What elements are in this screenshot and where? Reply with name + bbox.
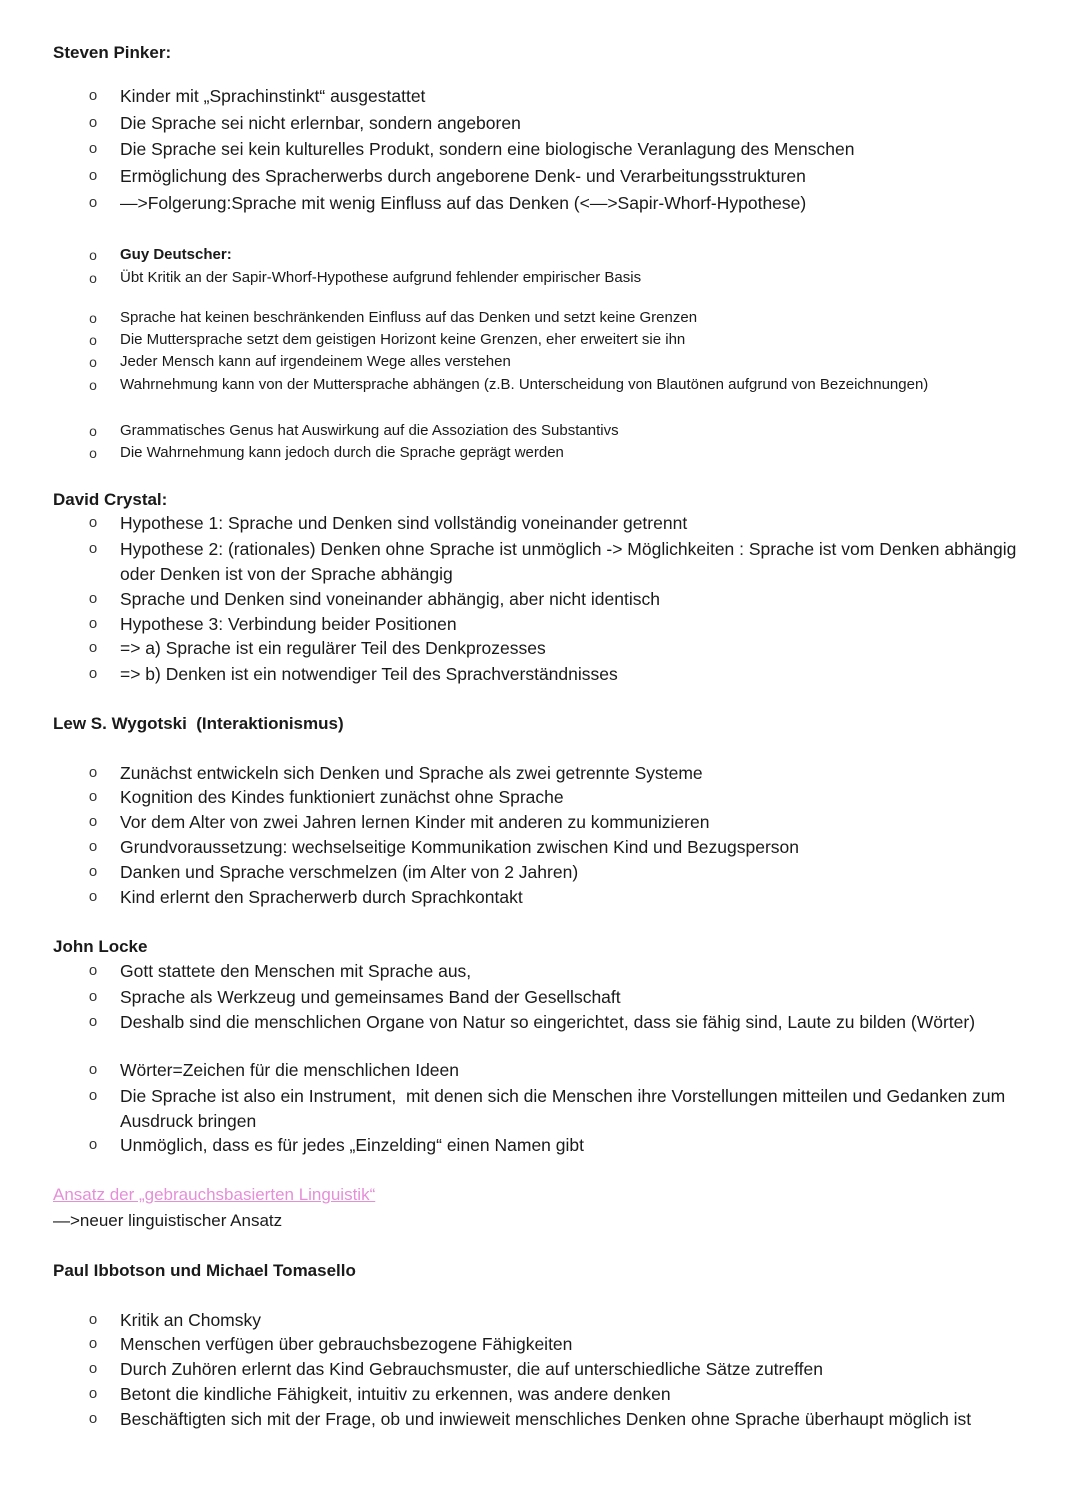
ansatz-note: —>neuer linguistischer Ansatz <box>53 1211 283 1230</box>
list-item-text: => a) Sprache ist ein regulärer Teil des Denkprozesses <box>120 638 546 658</box>
bullet-icon: o <box>88 87 98 104</box>
bullet-icon: o <box>88 167 98 184</box>
bullet-icon: o <box>88 1385 98 1402</box>
list-item-text: Betont die kindliche Fähigkeit, intuitiv zu erkennen, was andere denken <box>120 1384 671 1404</box>
bullet-icon: o <box>89 423 97 439</box>
bullet-icon: o <box>88 590 98 607</box>
list-item-text: Durch Zuhören erlernt das Kind Gebrauchsmuster, die auf unterschiedliche Sätze zutreffen <box>120 1359 823 1379</box>
list-item-text: Sprache hat keinen beschränkenden Einfluss auf das Denken und setzt keine Grenzen <box>120 309 698 326</box>
list-item-text: Die Wahrnehmung kann jedoch durch die Sprache geprägt werden <box>120 444 564 461</box>
bullet-icon: o <box>88 114 98 131</box>
bullet-icon: o <box>88 962 98 979</box>
list-item-text: Kritik an Chomsky <box>120 1310 262 1330</box>
list-item-text: => b) Denken ist ein notwendiger Teil des Sprachverständnisses <box>120 664 618 684</box>
section-heading-ibbotson: Paul Ibbotson und Michael Tomasello <box>53 1261 356 1280</box>
bullet-icon: o <box>88 1311 98 1328</box>
bullet-icon: o <box>88 140 98 157</box>
bullet-icon: o <box>89 332 97 348</box>
list-item-text: Übt Kritik an der Sapir-Whorf-Hypothese aufgrund fehlender empirischer Basis <box>120 269 642 286</box>
bullet-icon: o <box>88 194 98 211</box>
section-heading-crystal: David Crystal: <box>53 490 168 509</box>
list-item-text: Hypothese 2: (rationales) Denken ohne Sprache ist unmöglich -> Möglichkeiten : Sprache ist vom Denken abhängig oder Denken ist von der Sprache abhängig <box>120 539 1017 584</box>
bullet-icon: o <box>89 354 97 370</box>
bullet-icon: o <box>88 788 98 805</box>
list-item-text: Hypothese 3: Verbindung beider Positionen <box>120 614 457 634</box>
bullet-icon: o <box>88 1013 98 1030</box>
list-item-text: Deshalb sind die menschlichen Organe von Natur so eingerichtet, dass sie fähig sind, Laute zu bilden (Wörter) <box>120 1012 976 1032</box>
bullet-icon: o <box>88 1360 98 1377</box>
ansatz-link[interactable]: Ansatz der „gebrauchsbasierten Linguistik“ <box>53 1185 376 1204</box>
section-heading-deutscher: Guy Deutscher: <box>120 246 232 263</box>
bullet-icon: o <box>88 1087 98 1104</box>
bullet-icon: o <box>88 639 98 656</box>
list-item-text: Vor dem Alter von zwei Jahren lernen Kinder mit anderen zu kommunizieren <box>120 812 710 832</box>
list-item-text: Die Muttersprache setzt dem geistigen Horizont keine Grenzen, eher erweitert sie ihn <box>120 331 686 348</box>
bullet-icon: o <box>88 1136 98 1153</box>
list-item-text: Die Sprache ist also ein Instrument, mit denen sich die Menschen ihre Vorstellungen mitteilen und Gedanken zum Ausdruck bringen <box>120 1086 1010 1131</box>
bullet-icon: o <box>88 514 98 531</box>
list-item-text: Ermöglichung des Spracherwerbs durch angeborene Denk- und Verarbeitungsstrukturen <box>120 166 806 186</box>
section-heading-locke: John Locke <box>53 937 148 956</box>
section-heading-wygotski: Lew S. Wygotski (Interaktionismus) <box>53 714 344 733</box>
bullet-icon: o <box>88 888 98 905</box>
list-item-text: Menschen verfügen über gebrauchsbezogene Fähigkeiten <box>120 1334 573 1354</box>
list-item-text: Zunächst entwickeln sich Denken und Sprache als zwei getrennte Systeme <box>120 763 703 783</box>
list-item-text: Sprache als Werkzeug und gemeinsames Band der Gesellschaft <box>120 987 621 1007</box>
list-item-text: Wahrnehmung kann von der Muttersprache abhängen (z.B. Unterscheidung von Blautönen aufgrund von Bezeichnungen) <box>120 376 929 393</box>
bullet-icon: o <box>88 1410 98 1427</box>
list-item-text: Die Sprache sei nicht erlernbar, sondern angeboren <box>120 113 521 133</box>
bullet-icon: o <box>88 1061 98 1078</box>
list-item-text: Kinder mit „Sprachinstinkt“ ausgestattet <box>120 86 426 106</box>
list-item-text: Grundvoraussetzung: wechselseitige Kommunikation zwischen Kind und Bezugsperson <box>120 837 799 857</box>
list-item-text: —>Folgerung:Sprache mit wenig Einfluss auf das Denken (<—>Sapir-Whorf-Hypothese) <box>120 193 807 213</box>
bullet-icon: o <box>88 540 98 557</box>
bullet-icon: o <box>89 445 97 461</box>
list-item-text: Kind erlernt den Spracherwerb durch Sprachkontakt <box>120 887 523 907</box>
bullet-icon: o <box>89 270 97 286</box>
bullet-icon: o <box>88 1335 98 1352</box>
list-item-text: Gott stattete den Menschen mit Sprache aus, <box>120 961 472 981</box>
bullet-icon: o <box>88 615 98 632</box>
bullet-icon: o <box>89 377 97 393</box>
list-item-text: Wörter=Zeichen für die menschlichen Ideen <box>120 1060 459 1080</box>
bullet-icon: o <box>88 764 98 781</box>
list-item-text: Unmöglich, dass es für jedes „Einzelding“ einen Namen gibt <box>120 1135 584 1155</box>
bullet-icon: o <box>88 838 98 855</box>
bullet-icon: o <box>89 247 97 263</box>
list-item-text: Hypothese 1: Sprache und Denken sind vollständig voneinander getrennt <box>120 513 688 533</box>
bullet-icon: o <box>88 665 98 682</box>
list-item-text: Die Sprache sei kein kulturelles Produkt, sondern eine biologische Veranlagung des Menschen <box>120 139 855 159</box>
list-item-text: Sprache und Denken sind voneinander abhängig, aber nicht identisch <box>120 589 660 609</box>
list-item-text: Beschäftigten sich mit der Frage, ob und inwieweit menschliches Denken ohne Sprache überhaupt möglich ist <box>120 1409 972 1429</box>
list-item-text: Kognition des Kindes funktioniert zunächst ohne Sprache <box>120 787 564 807</box>
bullet-icon: o <box>88 863 98 880</box>
bullet-icon: o <box>88 813 98 830</box>
bullet-icon: o <box>88 988 98 1005</box>
bullet-icon: o <box>89 310 97 326</box>
list-item-text: Danken und Sprache verschmelzen (im Alter von 2 Jahren) <box>120 862 579 882</box>
list-item-text: Jeder Mensch kann auf irgendeinem Wege alles verstehen <box>120 353 511 370</box>
section-heading-pinker: Steven Pinker: <box>53 43 172 62</box>
list-item-text: Grammatisches Genus hat Auswirkung auf die Assoziation des Substantivs <box>120 422 619 439</box>
